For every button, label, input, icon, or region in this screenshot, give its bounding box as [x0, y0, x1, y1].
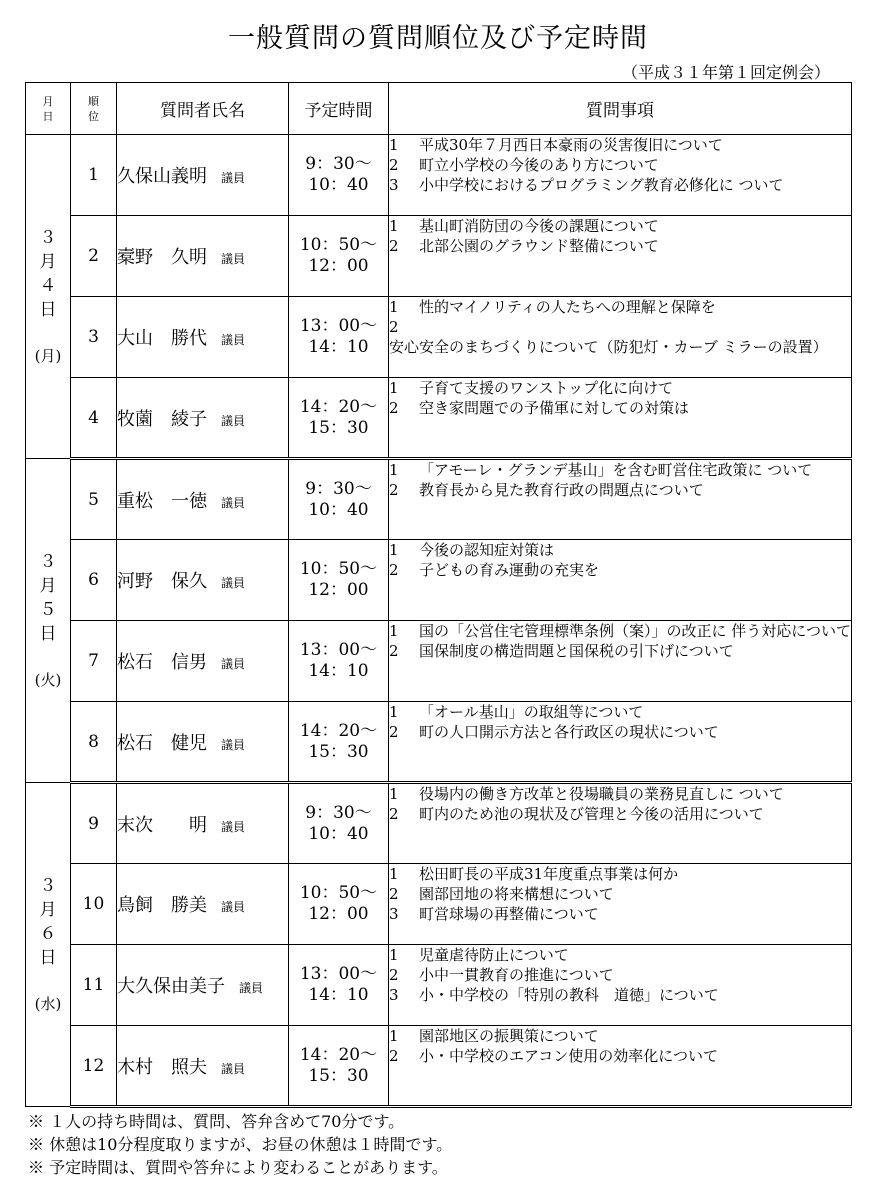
- subject-cell: [389, 864, 852, 945]
- subject-cell: [389, 540, 852, 621]
- subject-cell: [389, 783, 852, 864]
- subject-item: [389, 317, 851, 357]
- time-cell: [289, 297, 389, 378]
- date-char: ３: [39, 875, 57, 896]
- footnote: ※ １人の持ち時間は、質問、答弁含めて70分です。: [28, 1112, 405, 1131]
- subject-index: 1: [389, 703, 399, 721]
- questioner-cell: [117, 945, 289, 1026]
- table-row: [26, 1026, 852, 1107]
- subject-index: 1: [389, 298, 399, 316]
- footnotes: [28, 1110, 452, 1179]
- role-label: 議員: [239, 981, 264, 995]
- subject-index: 2: [389, 805, 399, 823]
- subject-text: 国の「公営住宅管理標準条例（案）」の改正に 伴う対応について: [419, 622, 851, 640]
- footnote: ※ 休憩は10分程度取りますが、お昼の休憩は１時間です。: [28, 1135, 453, 1154]
- questioner-cell: [117, 378, 289, 459]
- questioner-name: 鳥飼 勝美: [117, 895, 207, 916]
- date-char: 月: [39, 251, 57, 272]
- subject-text: 小・中学校のエアコン使用の効率化について: [419, 1047, 718, 1065]
- subject-text: 町の人口開示方法と各行政区の現状について: [419, 723, 719, 741]
- time-cell: [289, 135, 389, 216]
- subject-item: [389, 1026, 851, 1046]
- order-number: 8: [71, 702, 117, 783]
- subject-item: [389, 965, 851, 985]
- subject-index: 3: [389, 986, 399, 1004]
- start-time: 10：50～: [299, 883, 378, 903]
- subject-index: 1: [389, 1027, 399, 1045]
- questioner-cell: [117, 135, 289, 216]
- subject-text: 性的マイノリティの人たちへの理解と保障を: [419, 298, 716, 316]
- header-name: 質問者氏名: [117, 83, 289, 135]
- time-cell: [289, 378, 389, 459]
- subject-text: 町営球場の再整備について: [419, 905, 599, 923]
- start-time: 13：00～: [299, 316, 378, 336]
- subject-item: [389, 398, 851, 418]
- questioner-cell: [117, 540, 289, 621]
- questioner-cell: [117, 297, 289, 378]
- subject-text: 教育長から見た教育行政の問題点について: [419, 481, 704, 499]
- date-char: ３: [39, 551, 57, 572]
- role-label: 議員: [221, 900, 246, 914]
- table-row: [26, 702, 852, 783]
- table-row: [26, 297, 852, 378]
- subject-text: 町立小学校の今後のあり方について: [419, 156, 659, 174]
- subject-text: 空き家問題での予備軍に対しての対策は: [419, 399, 690, 417]
- table-row: [26, 540, 852, 621]
- subject-text: 児童虐待防止について: [419, 946, 569, 964]
- questioner-name: 末次 明: [117, 814, 207, 836]
- subject-text: 今後の認知症対策は: [419, 541, 555, 559]
- subject-item: [389, 155, 851, 175]
- subject-index: 2: [389, 723, 399, 741]
- end-time: 14：10: [308, 337, 369, 357]
- start-time: 14：20～: [299, 396, 378, 417]
- subject-item: [389, 378, 851, 398]
- subject-index: 1: [389, 217, 399, 235]
- subject-index: 2: [389, 399, 399, 417]
- day-of-week: (月): [34, 346, 62, 365]
- order-number: 7: [71, 621, 117, 702]
- subject-text: 子どもの育み運動の充実を: [419, 561, 600, 579]
- subject-index: 3: [389, 176, 399, 194]
- day-of-week: (火): [34, 670, 62, 689]
- start-time: 9：30～: [305, 478, 372, 499]
- subject-item: [389, 135, 851, 155]
- order-number: 2: [71, 216, 117, 297]
- role-label: 議員: [221, 495, 246, 510]
- start-time: 13：00～: [299, 640, 378, 660]
- date-char: 日: [39, 623, 57, 644]
- time-cell: [289, 459, 389, 540]
- questioner-name: 重松 一徳: [117, 490, 207, 512]
- subject-index: 1: [389, 622, 399, 640]
- subject-item: [389, 540, 851, 560]
- subject-text: 役場内の働き方改革と役場職員の業務見直しに ついて: [419, 785, 784, 803]
- end-time: 10：40: [308, 175, 369, 195]
- table-row: [26, 378, 852, 459]
- end-time: 14：10: [308, 661, 369, 681]
- start-time: 9：30～: [305, 154, 372, 174]
- subject-index: 1: [389, 379, 399, 397]
- subject-index: 2: [389, 237, 399, 255]
- subject-item: [389, 884, 851, 904]
- subject-item: [389, 560, 851, 580]
- day-of-week: (水): [34, 994, 62, 1013]
- header-date-bottom: 日: [42, 109, 54, 123]
- start-time: 10：50～: [299, 235, 378, 255]
- subject-text: 「アモーレ・グランデ基山」を含む町営住宅政策に ついて: [419, 461, 813, 479]
- table-row: [26, 216, 852, 297]
- subject-item: [389, 641, 851, 661]
- subject-item: [389, 722, 851, 742]
- time-cell: [289, 864, 389, 945]
- end-time: 12：00: [308, 256, 369, 276]
- subject-index: 2: [389, 561, 399, 579]
- questioner-name: 松石 健児: [117, 732, 207, 754]
- subject-index: 2: [389, 966, 399, 984]
- header-time: 予定時間: [289, 83, 389, 135]
- role-label: 議員: [221, 413, 246, 428]
- role-label: 議員: [221, 737, 246, 752]
- questioner-cell: [117, 783, 289, 864]
- subject-item: [389, 904, 851, 924]
- subject-item: [389, 985, 851, 1005]
- subject-item: [389, 784, 851, 804]
- header-subject: 質問事項: [389, 83, 852, 135]
- subject-text: 小中一貫教育の推進について: [419, 966, 614, 984]
- subject-text: 子育て支援のワンストップ化に向けて: [419, 379, 674, 397]
- subject-item: [389, 804, 851, 824]
- date-cell: [26, 783, 71, 1107]
- end-time: 14：10: [308, 985, 369, 1005]
- time-cell: [289, 702, 389, 783]
- subject-item: [389, 460, 851, 480]
- questioner-cell: [117, 1026, 289, 1107]
- table-row: [26, 621, 852, 702]
- table-row: [26, 135, 852, 216]
- time-cell: [289, 540, 389, 621]
- date-char: 日: [39, 947, 57, 968]
- date-char: ５: [39, 599, 57, 620]
- questioner-cell: [117, 216, 289, 297]
- subject-index: 3: [389, 905, 399, 923]
- date-char: ３: [39, 227, 57, 248]
- order-number: 9: [71, 783, 117, 864]
- session-subtitle: （平成３１年第１回定例会）: [621, 63, 830, 82]
- questioner-name: 松石 信男: [117, 652, 207, 673]
- subject-cell: [389, 1026, 852, 1107]
- subject-index: 2: [389, 1047, 399, 1065]
- subject-item: [389, 236, 851, 256]
- questioner-name: 大久保由美子: [117, 976, 225, 997]
- subject-index: 2: [389, 642, 399, 660]
- time-cell: [289, 945, 389, 1026]
- subject-item: [389, 945, 851, 965]
- subject-item: [389, 480, 851, 500]
- header-order: [71, 83, 117, 135]
- subject-item: [389, 621, 851, 641]
- subject-text: 「オール基山」の取組等について: [419, 703, 644, 721]
- start-time: 9：30～: [305, 802, 372, 823]
- subject-cell: [389, 216, 852, 297]
- role-label: 議員: [221, 252, 246, 266]
- date-char: 日: [39, 299, 57, 320]
- questioner-name: 久保山義明: [117, 166, 207, 187]
- date-cell: [26, 135, 71, 459]
- question-schedule-table: [25, 82, 852, 1108]
- questioner-name: 河野 保久: [117, 571, 207, 592]
- subject-text: 園部団地の将来構想について: [419, 885, 614, 903]
- questioner-cell: [117, 864, 289, 945]
- subject-index: 1: [389, 136, 399, 154]
- subject-index: 1: [389, 865, 399, 883]
- start-time: 10：50～: [299, 559, 378, 579]
- role-label: 議員: [221, 1061, 246, 1076]
- header-row: [26, 83, 852, 135]
- header-order-bottom: 位: [88, 109, 99, 123]
- questioner-cell: [117, 702, 289, 783]
- subject-text: 小・中学校の「特別の教科 道徳」について: [419, 986, 719, 1004]
- subject-item: [389, 216, 851, 236]
- table-row: [26, 783, 852, 864]
- subject-item: [389, 297, 851, 317]
- questioner-name: 大山 勝代: [117, 328, 207, 349]
- end-time: 15：30: [308, 1065, 369, 1086]
- role-label: 議員: [221, 171, 246, 185]
- questioner-cell: [117, 459, 289, 540]
- subject-cell: [389, 378, 852, 459]
- end-time: 15：30: [308, 741, 369, 762]
- time-cell: [289, 216, 389, 297]
- role-label: 議員: [221, 576, 246, 590]
- subject-index: 1: [389, 461, 399, 479]
- order-number: 5: [71, 459, 117, 540]
- order-number: 11: [71, 945, 117, 1026]
- subject-item: [389, 702, 851, 722]
- schedule-body: [26, 135, 852, 1107]
- table-row: [26, 459, 852, 540]
- time-cell: [289, 783, 389, 864]
- subject-text: 町内のため池の現状及び管理と今後の活用について: [419, 805, 764, 823]
- subject-cell: [389, 135, 852, 216]
- subject-item: [389, 175, 851, 195]
- end-time: 10：40: [308, 823, 369, 844]
- subject-index: 2: [389, 318, 399, 336]
- end-time: 15：30: [308, 417, 369, 438]
- subject-item: [389, 864, 851, 884]
- subject-cell: [389, 945, 852, 1026]
- end-time: 12：00: [308, 904, 369, 924]
- subject-item: [389, 1046, 851, 1066]
- role-label: 議員: [221, 819, 246, 834]
- subject-text: 基山町消防団の今後の課題について: [419, 217, 659, 235]
- questioner-name: 牧薗 綾子: [117, 408, 207, 430]
- table-row: [26, 945, 852, 1026]
- subject-text: 平成30年７月西日本豪雨の災害復旧について: [419, 136, 723, 154]
- subject-text: 松田町長の平成31年度重点事業は何か: [419, 865, 679, 883]
- subject-index: 2: [389, 481, 399, 499]
- subject-text: 安心安全のまちづくりについて（防犯灯・カーブ ミラーの設置）: [389, 338, 828, 356]
- subject-index: 1: [389, 946, 399, 964]
- date-char: ６: [39, 923, 57, 944]
- order-number: 10: [71, 864, 117, 945]
- subject-cell: [389, 621, 852, 702]
- start-time: 13：00～: [299, 964, 378, 984]
- order-number: 1: [71, 135, 117, 216]
- header-order-top: 順: [88, 94, 99, 108]
- subject-index: 1: [389, 785, 399, 803]
- header-date: [26, 83, 71, 135]
- time-cell: [289, 621, 389, 702]
- order-number: 3: [71, 297, 117, 378]
- subject-text: 園部地区の振興策について: [419, 1027, 599, 1045]
- subject-cell: [389, 297, 852, 378]
- order-number: 6: [71, 540, 117, 621]
- subject-index: 1: [389, 541, 399, 559]
- end-time: 10：40: [308, 499, 369, 520]
- questioner-name: 槖野 久明: [117, 247, 207, 268]
- subject-text: 北部公園のグラウンド整備について: [419, 237, 659, 255]
- questioner-cell: [117, 621, 289, 702]
- subject-text: 小中学校におけるプログラミング教育必修化に ついて: [419, 176, 784, 194]
- subject-index: 2: [389, 885, 399, 903]
- role-label: 議員: [221, 333, 246, 347]
- start-time: 14：20～: [299, 1044, 378, 1065]
- page-title: 一般質問の質問順位及び予定時間: [228, 23, 648, 54]
- subject-text: 国保制度の構造問題と国保税の引下げについて: [419, 642, 734, 660]
- header-date-top: 月: [42, 94, 54, 108]
- time-cell: [289, 1026, 389, 1107]
- date-char: 月: [39, 575, 57, 596]
- date-char: ４: [39, 275, 57, 296]
- table-row: [26, 864, 852, 945]
- order-number: 4: [71, 378, 117, 459]
- date-char: 月: [39, 899, 57, 920]
- subject-index: 2: [389, 156, 399, 174]
- questioner-name: 木村 照夫: [117, 1056, 207, 1078]
- role-label: 議員: [221, 657, 246, 671]
- end-time: 12：00: [308, 580, 369, 600]
- subject-cell: [389, 459, 852, 540]
- subject-cell: [389, 702, 852, 783]
- start-time: 14：20～: [299, 720, 378, 741]
- date-cell: [26, 459, 71, 783]
- order-number: 12: [71, 1026, 117, 1107]
- footnote: ※ 予定時間は、質問や答弁により変わることがあります。: [28, 1158, 448, 1177]
